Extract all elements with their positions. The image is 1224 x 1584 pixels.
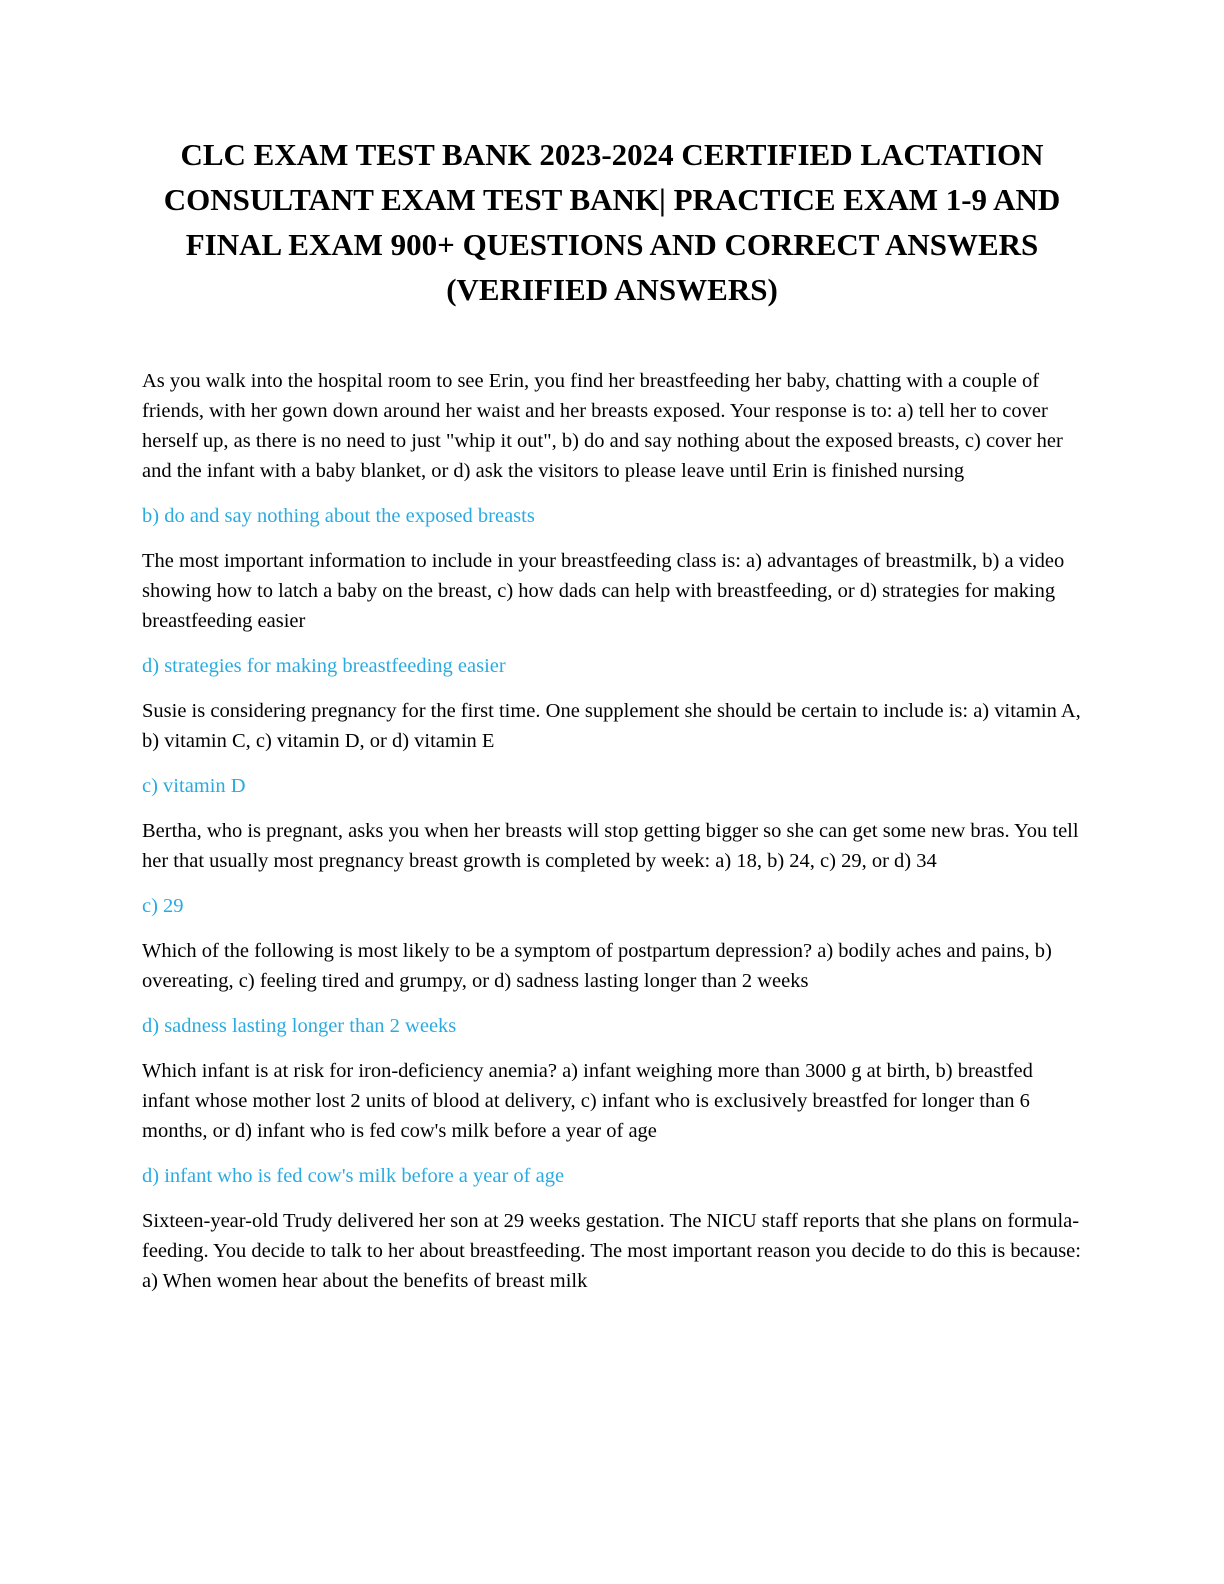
answer-text: d) sadness lasting longer than 2 weeks [142, 1015, 457, 1037]
question-text: Which infant is at risk for iron-deficiency anemia? a) infant weighing more than 3000 g at birth, b) breastfed infant whose mother lost 2 units of blood at delivery, c) infant who is exclusively breastfed for longer than 6 months, or d) infant who is fed cow's milk before a year of age [142, 1060, 1033, 1142]
question-text: The most important information to include in your breastfeeding class is: a) advantages of breastmilk, b) a video showing how to latch a baby on the breast, c) how dads can help with breastfeeding, or d) strategies for making breastfeeding easier [142, 550, 1065, 632]
answer-text: d) infant who is fed cow's milk before a year of age [142, 1165, 565, 1187]
answer-text: d) strategies for making breastfeeding easier [142, 655, 506, 677]
question-text: Which of the following is most likely to be a symptom of postpartum depression? a) bodily aches and pains, b) overeating, c) feeling tired and grumpy, or d) sadness lasting longer than 2 weeks [142, 940, 1052, 992]
question-text: Sixteen-year-old Trudy delivered her son at 29 weeks gestation. The NICU staff reports that she plans on formula-feeding. You decide to talk to her about breastfeeding. The most important reason you decide to do this is because: a) When women hear about the benefits of breast milk [142, 1210, 1081, 1292]
answer-text: c) 29 [142, 895, 184, 917]
answer-text: b) do and say nothing about the exposed breasts [142, 505, 535, 527]
question-text: Bertha, who is pregnant, asks you when her breasts will stop getting bigger so she can get some new bras. You tell her that usually most pregnancy breast growth is completed by week: a) 18, b) 24, c) 29, or d) 34 [142, 820, 1079, 872]
qa-list [142, 366, 1082, 1296]
page-title: CLC EXAM TEST BANK 2023-2024 CERTIFIED LACTATION CONSULTANT EXAM TEST BANK| PRACTICE EXAM 1-9 AND FINAL EXAM 900+ QUESTIONS AND CORRECT ANSWERS (VERIFIED ANSWERS) [163, 137, 1061, 307]
question-text: Susie is considering pregnancy for the first time. One supplement she should be certain to include is: a) vitamin A, b) vitamin C, c) vitamin D, or d) vitamin E [142, 700, 1081, 752]
question-text: As you walk into the hospital room to see Erin, you find her breastfeeding her baby, chatting with a couple of friends, with her gown down around her waist and her breasts exposed. Your response is to: a) tell her to cover herself up, as there is no need to just "whip it out", b) do and say nothing about the exposed breasts, c) cover her and the infant with a baby blanket, or d) ask the visitors to please leave until Erin is finished nursing [142, 370, 1063, 482]
answer-text: c) vitamin D [142, 775, 246, 797]
